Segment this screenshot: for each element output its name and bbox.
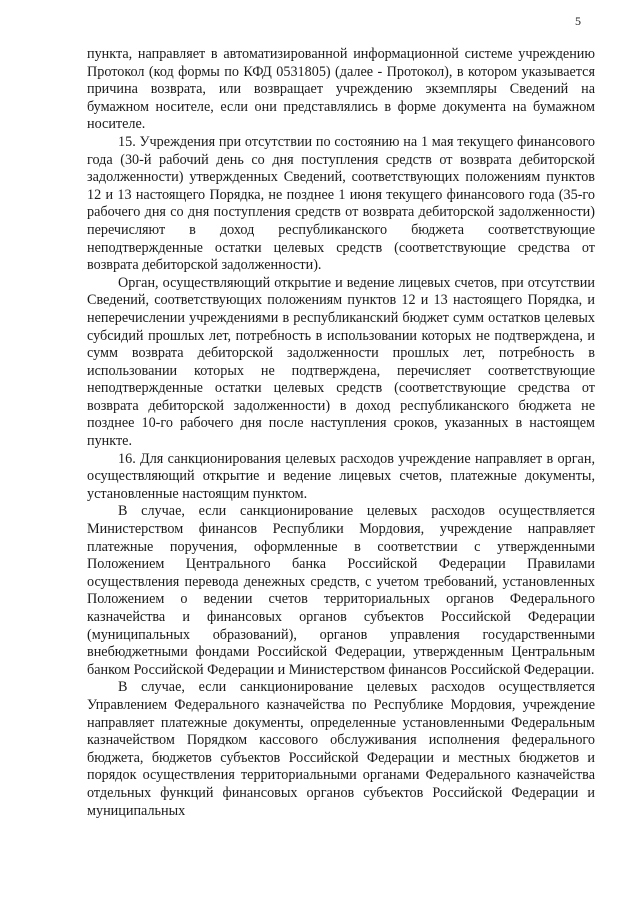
paragraph-continuation: пункта, направляет в автоматизированной информационной системе учреждению Протокол (код формы по КФД 0531805) (далее - Протокол), в котором указывается причина возврата, или возвращает учреждению экземпляры Сведений на бумажном носителе, если они представлялись в форме документа на бумажном носителе. <box>87 46 595 133</box>
page-number: 5 <box>575 14 581 28</box>
document-body <box>87 46 595 820</box>
paragraph-ministry-case: В случае, если санкционирование целевых расходов осуществляется Министерством финансов Республики Мордовия, учреждение направляет платежные поручения, оформленные в соответствии с утвержденными Положением Центрального банка Российской Федерации Правилами осуществления перевода денежных средств, с учетом требований, установленных Положением о ведении счетов территориальных органов Федерального казначейства и финансовых органов субъектов Российской Федерации (муниципальных образований), органов управления государственными внебюджетными фондами Российской Федерации, утвержденным Центральным банком Российской Федерации и Министерством финансов Российской Федерации. <box>87 503 595 678</box>
paragraph-treasury-case: В случае, если санкционирование целевых расходов осуществляется Управлением Федерального казначейства по Республике Мордовия, учреждение направляет платежные документы, определенные установленными Федеральным казначейством Порядком кассового обслуживания исполнения федерального бюджета, бюджетов субъектов Российской Федерации и местных бюджетов и порядок осуществления территориальными органами Федерального казначейства отдельных функций финансовых органов субъектов Российской Федерации и муниципальных <box>87 679 595 819</box>
paragraph-item-16: 16. Для санкционирования целевых расходов учреждение направляет в орган, осуществляющий открытие и ведение лицевых счетов, платежные документы, установленные настоящим пунктом. <box>87 450 595 502</box>
paragraph-item-15: 15. Учреждения при отсутствии по состоянию на 1 мая текущего финансового года (30-й рабочий день со дня поступления средств от возврата дебиторской задолженности) утвержденных Сведений, соответствующих положениям пунктов 12 и 13 настоящего Порядка, не позднее 1 июня текущего финансового года (35-го рабочего дня со дня поступления средств от возврата дебиторской задолженности) перечисляют в доход республиканского бюджета соответствующие неподтвержденные остатки целевых средств (соответствующие средства от возврата дебиторской задолженности). <box>87 133 595 274</box>
paragraph-item-15-agency: Орган, осуществляющий открытие и ведение лицевых счетов, при отсутствии Сведений, соответствующих положениям пунктов 12 и 13 настоящего Порядка, и неперечислении учреждениями в республиканский бюджет сумм остатков целевых субсидий прошлых лет, потребность в использовании которых не подтверждена, и сумм возврата дебиторской задолженности прошлых лет, потребность в использовании которых не подтверждена, перечисляет соответствующие неподтвержденные остатки целевых средств (соответствующие средства от возврата дебиторской задолженности) в доход республиканского бюджета не позднее 10-го рабочего дня после наступления сроков, указанных в настоящем пункте. <box>87 274 595 450</box>
